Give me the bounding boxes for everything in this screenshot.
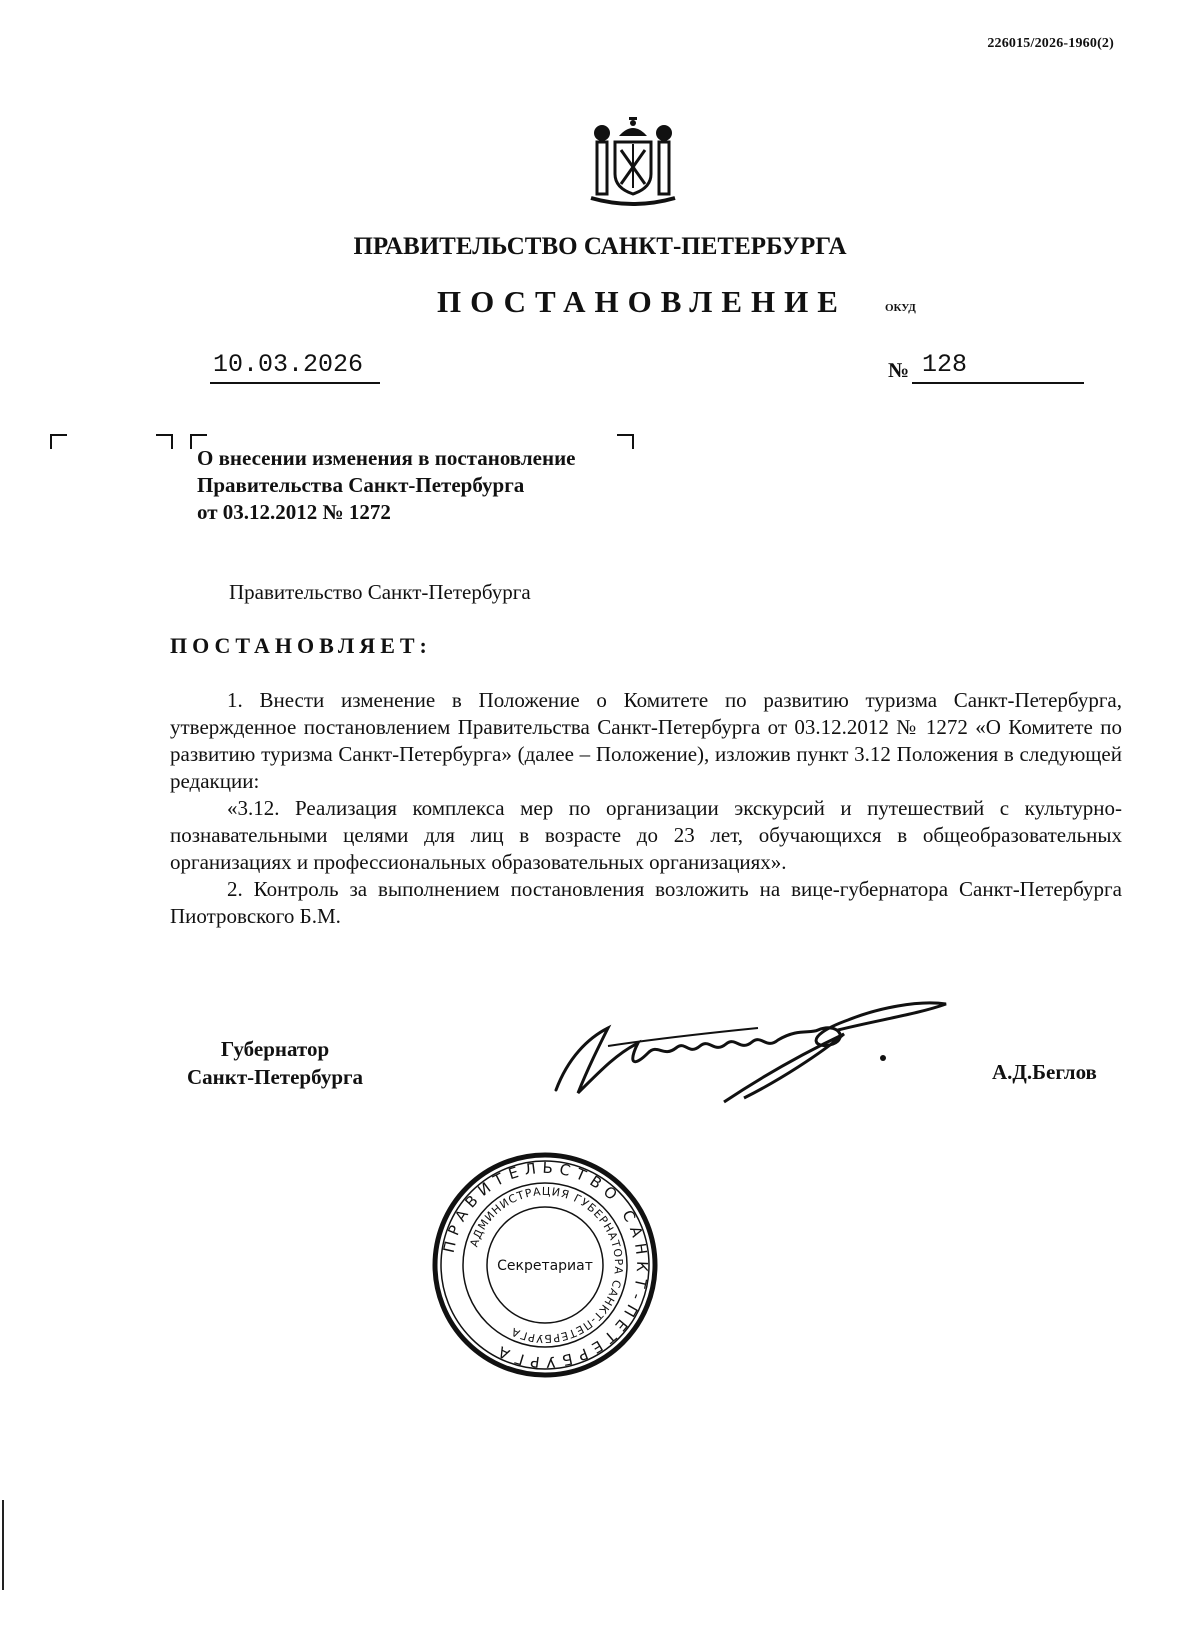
- subject-line: О внесении изменения в постановление: [197, 446, 576, 470]
- paragraph: 1. Внести изменение в Положение о Комитете по развитию туризма Санкт-Петербурга, утвержденное постановлением Правительства Санкт-Петербурга от 03.12.2012 № 1272 «О Комитете по развитию туризма Санкт-Петербурга» (далее – Положение), изложив пункт 3.12 Положения в следующей редакции:: [170, 688, 1122, 793]
- decree-number: 128: [922, 350, 968, 379]
- government-title: ПРАВИТЕЛЬСТВО САНКТ-ПЕТЕРБУРГА: [353, 233, 847, 260]
- seal-outer-text: ПРАВИТЕЛЬСТВО САНКТ-ПЕТЕРБУРГА: [439, 1158, 652, 1372]
- subject-line: от 03.12.2012 № 1272: [197, 500, 391, 524]
- corner-mark: [50, 434, 67, 449]
- decree-title: ПОСТАНОВЛЕНИЕ: [437, 284, 847, 319]
- signatory-title: [170, 1035, 380, 1091]
- document-id: 226015/2026-1960(2): [987, 36, 1114, 51]
- coat-of-arms-icon: [583, 116, 683, 208]
- corner-mark: [617, 434, 634, 449]
- paragraph: «3.12. Реализация комплекса мер по организации экскурсий и путешествий с культурно-познавательными целями для лиц в возрасте до 23 лет, обучающихся в общеобразовательных организациях и профессиональных образовательных организациях».: [170, 796, 1122, 874]
- signature-image: [548, 998, 968, 1106]
- scan-edge-mark: [2, 1500, 4, 1590]
- signatory-title-line: Губернатор: [220, 1037, 330, 1061]
- paragraph: 2. Контроль за выполнением постановления возложить на вице-губернатора Санкт-Петербурга Пиотровского Б.М.: [170, 877, 1122, 928]
- decree-body: [170, 687, 1122, 930]
- seal-center-text: Секретариат: [497, 1258, 593, 1274]
- subject-line: Правительства Санкт-Петербурга: [197, 473, 525, 497]
- signatory-name: А.Д.Беглов: [992, 1060, 1097, 1084]
- decree-subject: [197, 445, 576, 526]
- resolves-heading: ПОСТАНОВЛЯЕТ:: [170, 633, 432, 658]
- number-sign: №: [888, 358, 910, 382]
- decree-date: 10.03.2026: [213, 350, 364, 379]
- number-field: [912, 350, 1084, 384]
- date-field: [210, 350, 380, 384]
- official-seal-icon: [430, 1150, 660, 1380]
- issuer: Правительство Санкт-Петербурга: [229, 580, 531, 604]
- seal-inner-text: АДМИНИСТРАЦИЯ ГУБЕРНАТОРА САНКТ-ПЕТЕРБУРГА: [467, 1184, 626, 1346]
- signatory-title-line: Санкт-Петербурга: [186, 1065, 364, 1089]
- corner-mark: [156, 434, 173, 449]
- okud-label: ОКУД: [885, 302, 916, 314]
